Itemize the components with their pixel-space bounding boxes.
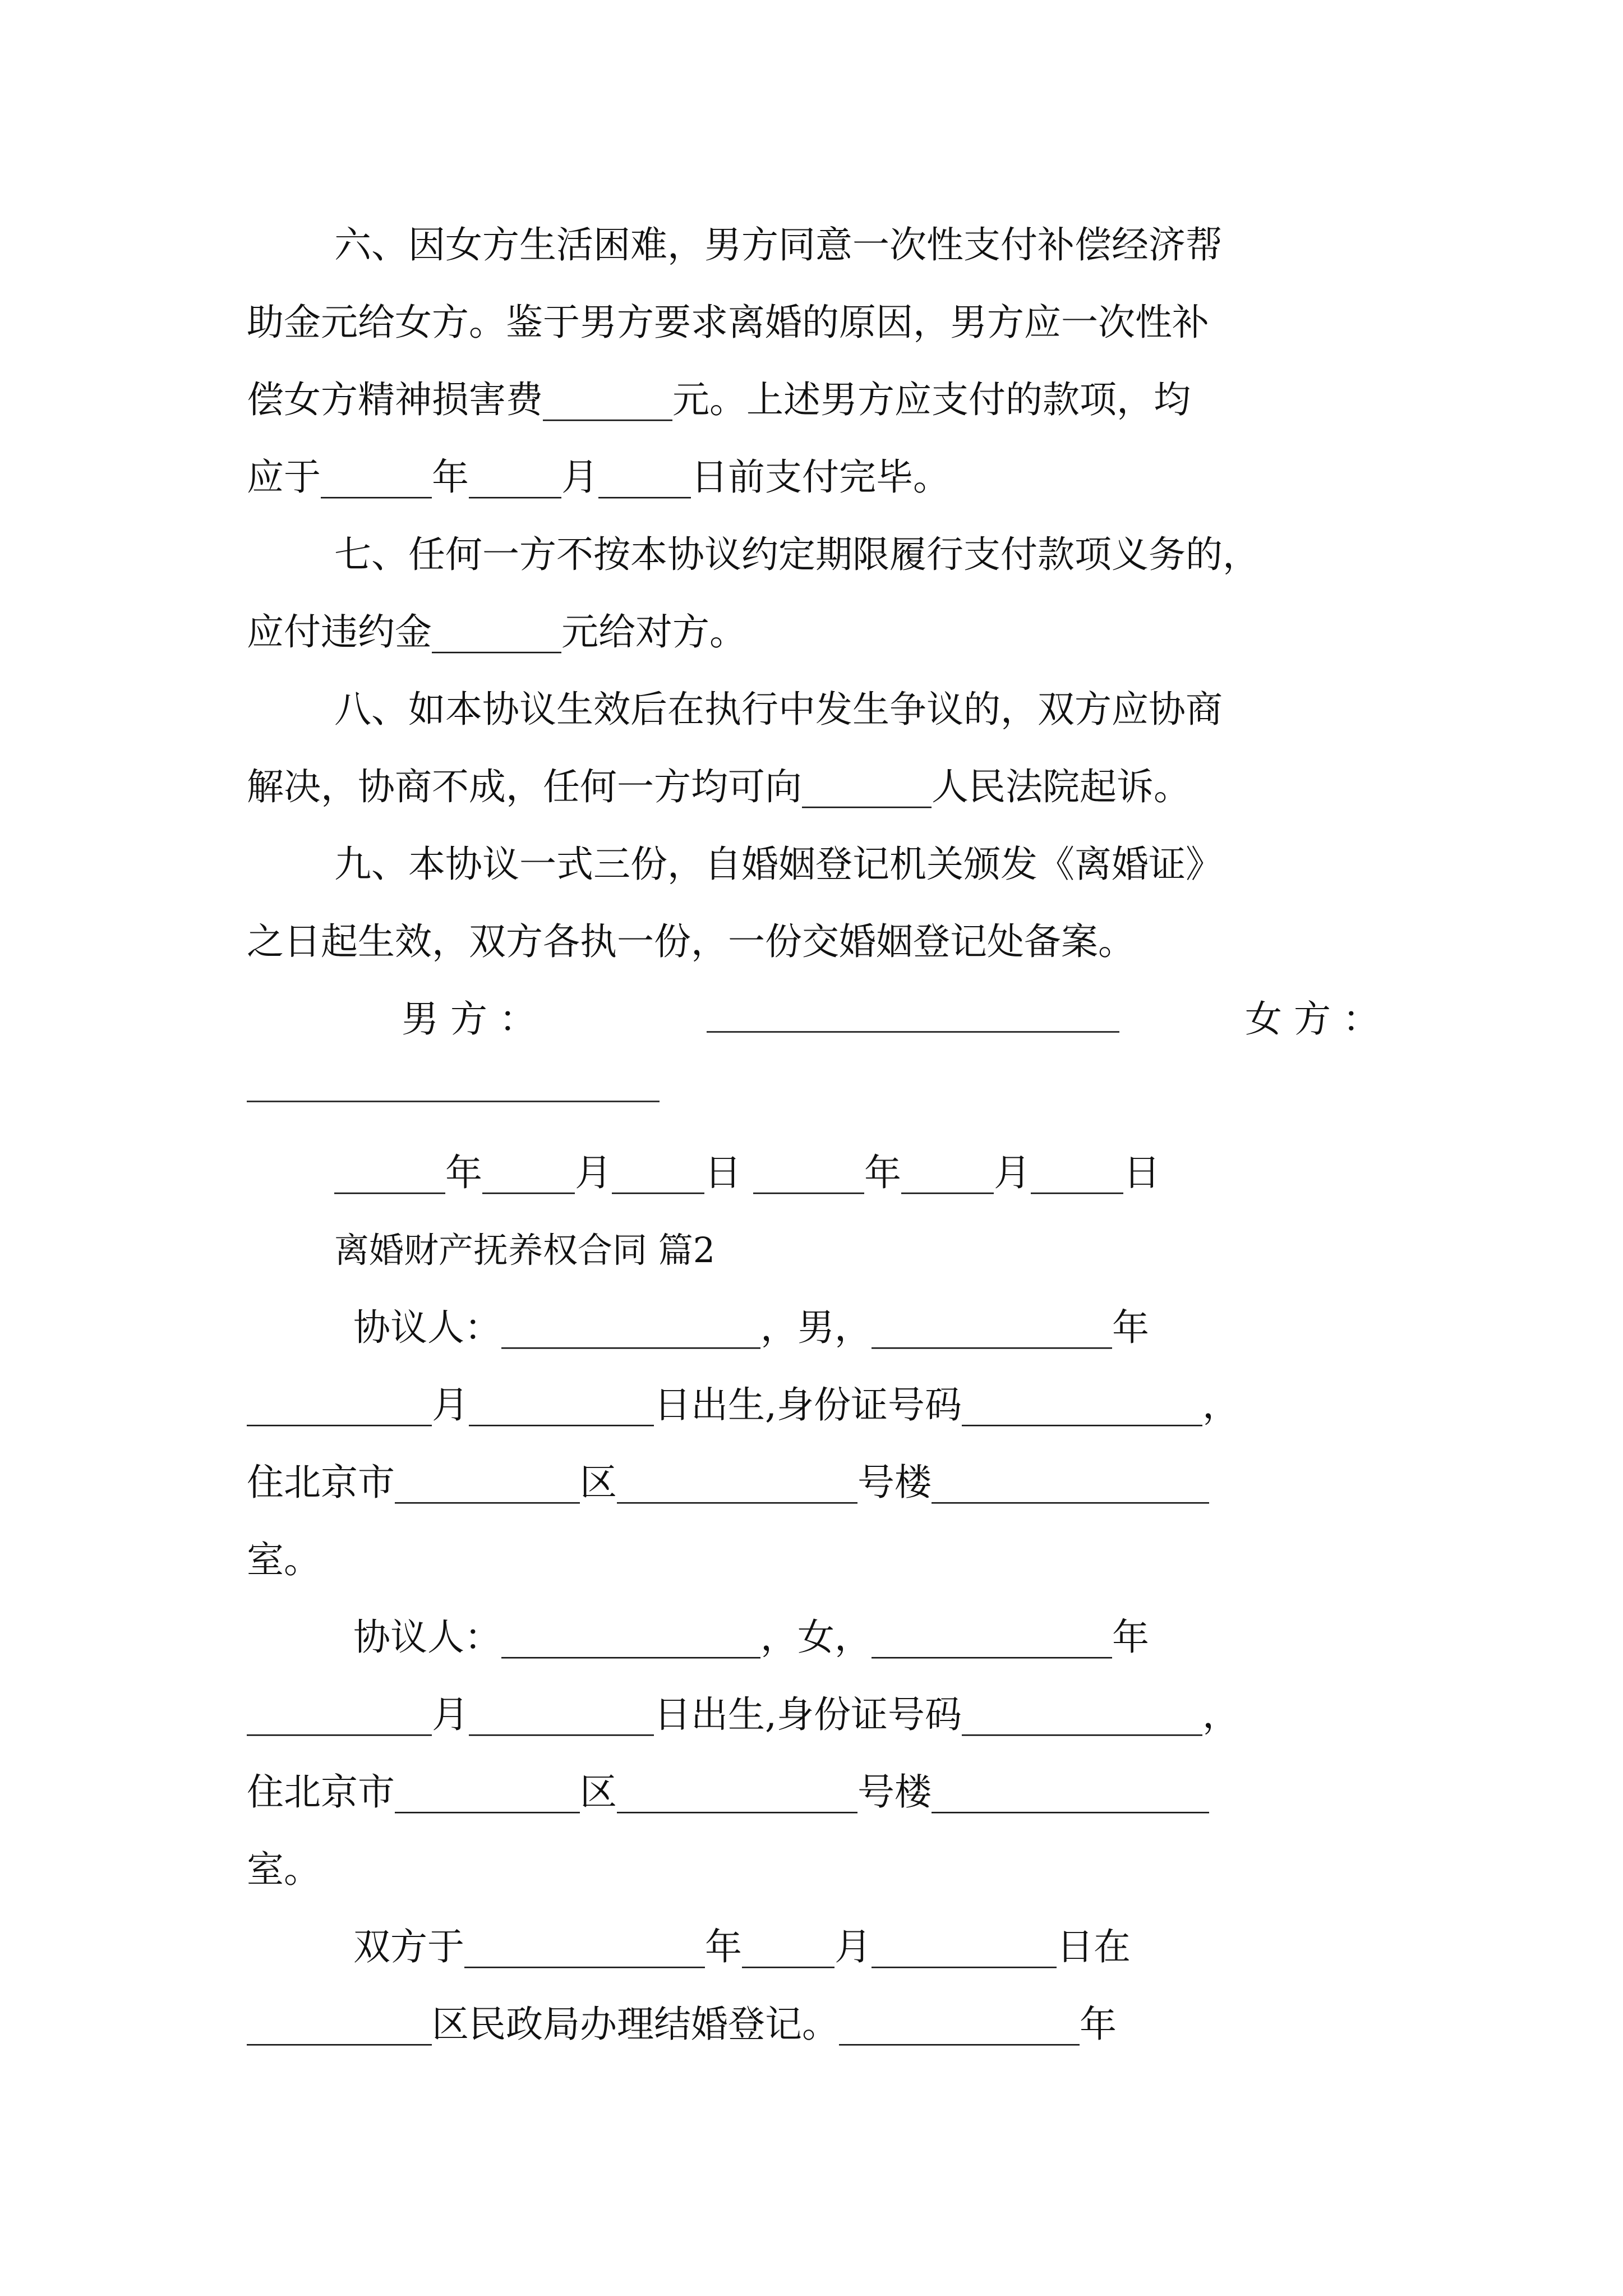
section-heading-2: 离婚财产抚养权合同 篇2 (334, 1230, 716, 1271)
male-party-line-1: 协议人：______________，男，_____________年 (353, 1306, 1149, 1349)
male-party-line-3: 住北京市__________区_____________号楼_______________ (247, 1461, 1209, 1504)
clause-6-line-3: 偿女方精神损害费_______元。上述男方应支付的款项，均 (247, 378, 1191, 421)
clause-7-line-1: 七、任何一方不按本协议约定期限履行支付款项义务的， (334, 533, 1260, 576)
clause-6-line-1: 六、因女方生活困难，男方同意一次性支付补偿经济帮 (334, 223, 1223, 266)
signature-dates: ______年_____月_____日 ______年_____月_____日 (334, 1151, 1160, 1194)
female-party-line-3: 住北京市__________区_____________号楼_______________ (247, 1770, 1209, 1814)
female-party-line-4: 室。 (247, 1848, 321, 1891)
clause-7-line-2: 应付违约金_______元给对方。 (247, 610, 746, 654)
clause-6-line-4: 应于______年_____月_____日前支付完毕。 (247, 455, 950, 499)
male-party-line-4: 室。 (247, 1538, 321, 1581)
marriage-line-2: __________区民政局办理结婚登记。_____________年 (247, 2003, 1117, 2046)
male-signature-line (707, 1031, 1119, 1033)
marriage-line-1: 双方于_____________年_____月__________日在 (353, 1925, 1131, 1968)
female-signature-label: 女 方 ： (1245, 997, 1380, 1041)
female-party-line-1: 协议人：______________，女，_____________年 (353, 1616, 1149, 1659)
female-party-line-2: __________月__________日出生,身份证号码_____________， (247, 1693, 1239, 1736)
clause-8-line-1: 八、如本协议生效后在执行中发生争议的，双方应协商 (334, 688, 1223, 731)
male-signature-label: 男 方 ： (402, 997, 536, 1041)
clause-9-line-2: 之日起生效，双方各执一份，一份交婚姻登记处备案。 (247, 920, 1135, 963)
female-signature-line (247, 1101, 660, 1102)
clause-6-line-2: 助金元给女方。鉴于男方要求离婚的原因，男方应一次性补 (247, 301, 1209, 344)
clause-9-line-1: 九、本协议一式三份，自婚姻登记机关颁发《离婚证》 (334, 843, 1223, 886)
clause-8-line-2: 解决，协商不成，任何一方均可向_______人民法院起诉。 (247, 765, 1191, 808)
male-party-line-2: __________月__________日出生,身份证号码_____________， (247, 1383, 1239, 1427)
